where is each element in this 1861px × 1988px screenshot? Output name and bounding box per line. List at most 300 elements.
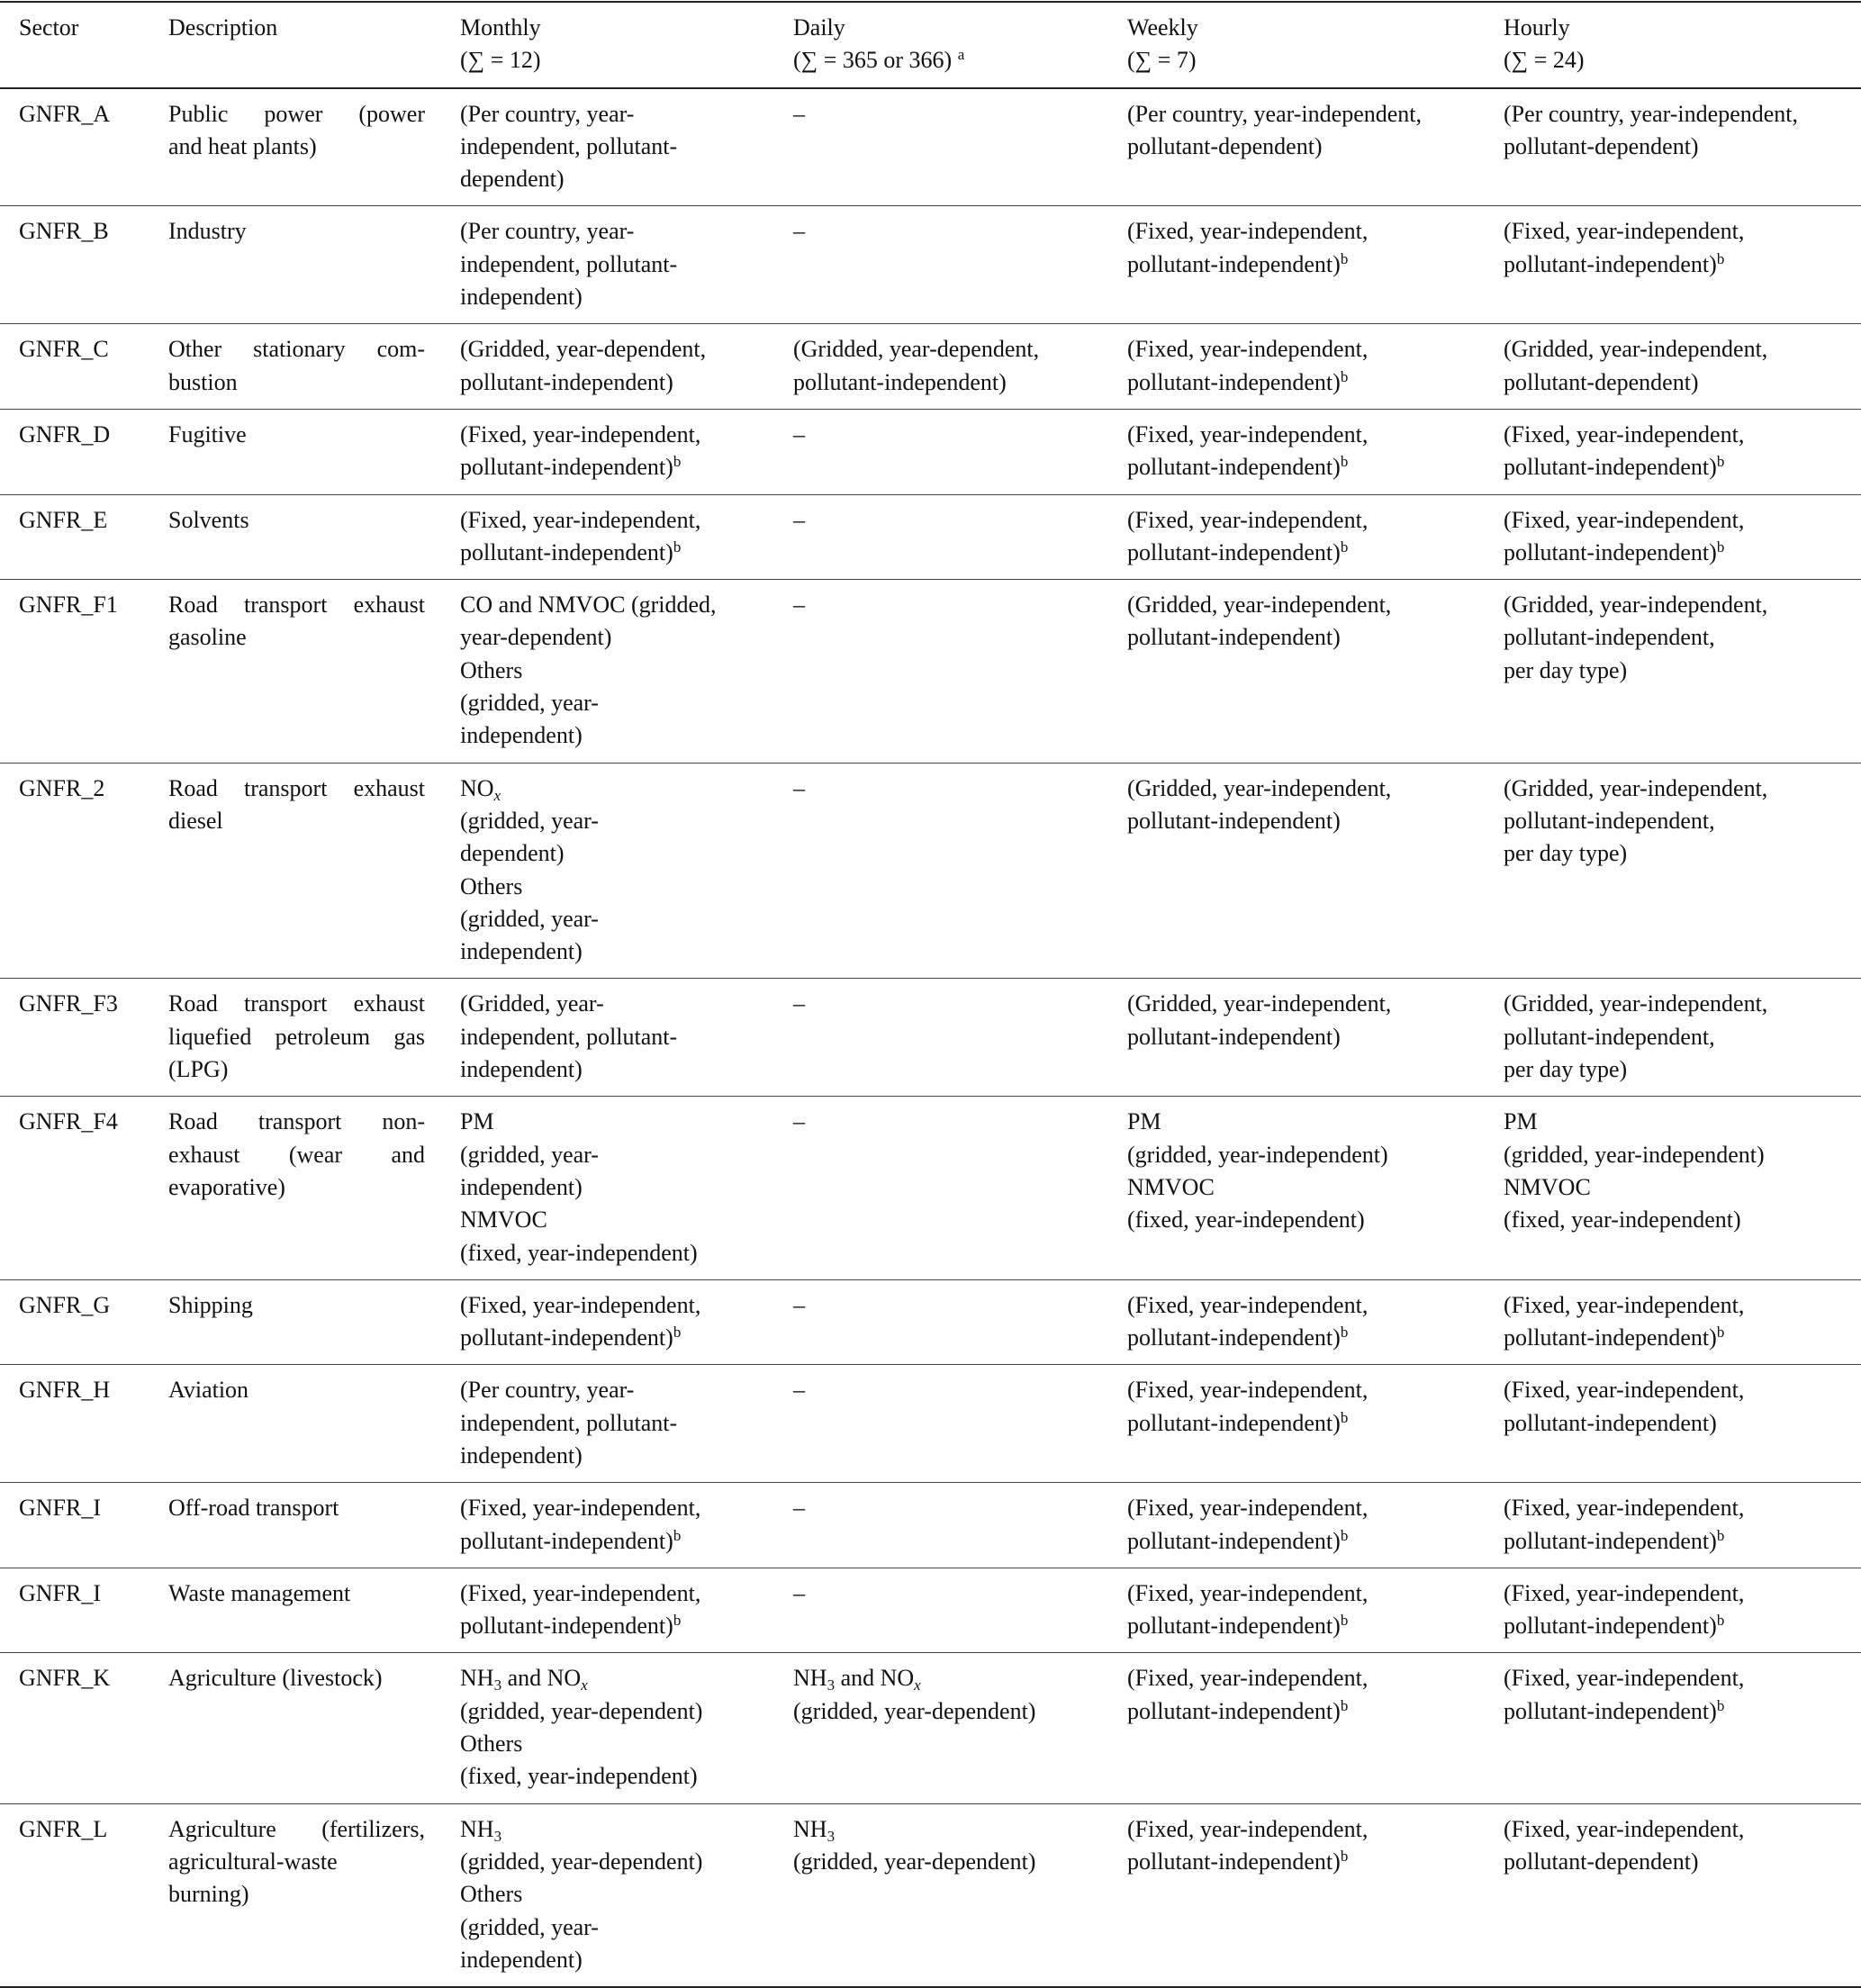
cell-monthly <box>460 206 793 324</box>
cell-line: Aviation <box>168 1377 249 1404</box>
cell-line <box>460 1610 793 1642</box>
cell-hourly <box>1504 88 1861 206</box>
cell-daily <box>793 409 1127 494</box>
text-segment: pollutant-independent) <box>460 454 673 481</box>
cell-sector <box>0 88 168 206</box>
text-segment: NO <box>460 774 494 801</box>
cell-line: (Gridded, year-independent, <box>1504 774 1768 801</box>
cell-line: NMVOC <box>460 1206 547 1233</box>
cell-line: PM <box>460 1108 494 1135</box>
text-segment: pollutant-independent) <box>1504 1697 1717 1724</box>
cell-line <box>1127 1407 1504 1440</box>
cell-description <box>168 763 460 979</box>
cell-line <box>460 537 793 569</box>
subscript: 3 <box>827 1676 836 1694</box>
cell-line: (Fixed, year-independent, <box>1504 1665 1745 1692</box>
text-segment: pollutant-independent) <box>460 1527 673 1554</box>
cell-line: dependent) <box>460 166 565 193</box>
text-segment: pollutant-independent) <box>1127 250 1341 277</box>
header-daily <box>793 2 1127 88</box>
cell-line: (Fixed, year-independent, <box>1127 218 1369 245</box>
cell-line: pollutant-independent) <box>460 368 673 395</box>
cell-monthly <box>460 1279 793 1365</box>
cell-line: Shipping <box>168 1291 253 1318</box>
text-segment: pollutant-independent) <box>1504 1324 1717 1351</box>
cell-line: pollutant-independent) <box>1127 807 1341 834</box>
text-segment: pollutant-independent) <box>460 1613 673 1640</box>
cell-line <box>793 44 1127 77</box>
cell-line: (LPG) <box>168 1056 229 1083</box>
cell-sector <box>0 1097 168 1279</box>
cell-sector <box>0 1568 168 1653</box>
cell-line: (gridded, year-dependent) <box>460 1697 703 1724</box>
cell-monthly <box>460 1653 793 1803</box>
text-segment: pollutant-independent) <box>1127 1613 1341 1640</box>
cell-daily <box>793 1365 1127 1483</box>
table-row <box>0 1365 1861 1483</box>
cell-weekly <box>1127 1483 1504 1568</box>
cell-line: (fixed, year-independent) <box>1504 1206 1741 1233</box>
cell-daily <box>793 1803 1127 1987</box>
cell-weekly <box>1127 494 1504 580</box>
cell-line: (Gridded, year-independent, <box>1504 336 1768 363</box>
cell-line: Off-road transport <box>168 1495 339 1522</box>
footnote-marker: b <box>673 1324 682 1342</box>
cell-line: (Gridded, year-independent, <box>1127 592 1392 619</box>
table-row <box>0 1097 1861 1279</box>
cell-line <box>1127 1695 1504 1728</box>
cell-hourly <box>1504 763 1861 979</box>
footnote-marker: b <box>1716 249 1725 267</box>
cell-line <box>793 1813 1127 1846</box>
cell-line: burning) <box>168 1881 249 1908</box>
cell-line: NMVOC <box>1504 1173 1591 1200</box>
cell-line: (∑ = 12) <box>460 47 541 74</box>
cell-line: gasoline <box>168 624 247 651</box>
table-body <box>0 88 1861 1988</box>
cell-line: Others <box>460 1881 523 1908</box>
table-row <box>0 1279 1861 1365</box>
cell-daily <box>793 88 1127 206</box>
cell-line: (Fixed, year-independent, <box>1127 1291 1369 1318</box>
cell-line: (fixed, year-independent) <box>1127 1206 1365 1233</box>
cell-line: independent) <box>460 284 583 311</box>
footnote-marker: b <box>1716 453 1725 471</box>
footnote-marker: b <box>1340 1408 1349 1426</box>
footnote-marker: b <box>1340 367 1349 385</box>
table-row <box>0 494 1861 580</box>
cell-line: GNFR_C <box>19 336 109 363</box>
cell-line: (Fixed, year-independent, <box>1127 1665 1369 1692</box>
cell-line: Others <box>460 1730 523 1758</box>
cell-monthly <box>460 1803 793 1987</box>
cell-line: – <box>793 1579 805 1606</box>
cell-line: (Fixed, year-independent, <box>460 1495 701 1522</box>
cell-line <box>1504 451 1861 483</box>
cell-hourly <box>1504 1653 1861 1803</box>
cell-monthly <box>460 409 793 494</box>
cell-description <box>168 409 460 494</box>
cell-line: (gridded, year- <box>460 690 599 717</box>
cell-daily <box>793 1097 1127 1279</box>
cell-line: NMVOC <box>1127 1173 1215 1200</box>
cell-line: (Gridded, year- <box>460 990 604 1017</box>
cell-line: GNFR_2 <box>19 774 105 801</box>
cell-daily <box>793 324 1127 410</box>
cell-line: (Fixed, year-independent, <box>1504 506 1745 533</box>
table-row <box>0 409 1861 494</box>
text-segment: pollutant-independent) <box>1127 538 1341 565</box>
cell-line: (fixed, year-independent) <box>460 1239 698 1266</box>
cell-line: – <box>793 1108 805 1135</box>
cell-line: – <box>793 100 805 127</box>
cell-line: pollutant-independent, <box>1504 624 1715 651</box>
footnote-marker: b <box>1340 453 1349 471</box>
footnote-marker: b <box>1340 538 1349 556</box>
cell-line <box>1127 451 1504 483</box>
footnote-marker: b <box>1340 1696 1349 1714</box>
cell-sector <box>0 1483 168 1568</box>
cell-line: pollutant-dependent) <box>1504 368 1699 395</box>
cell-line <box>1127 248 1504 281</box>
cell-line: (Fixed, year-independent, <box>1504 1579 1745 1606</box>
cell-line: pollutant-independent) <box>793 368 1007 395</box>
cell-daily <box>793 1653 1127 1803</box>
cell-line <box>1127 537 1504 569</box>
cell-line: (Fixed, year-independent, <box>460 1291 701 1318</box>
cell-sector <box>0 580 168 763</box>
cell-description <box>168 1568 460 1653</box>
cell-line: Public power (power <box>168 100 425 127</box>
cell-description <box>168 206 460 324</box>
cell-description <box>168 1365 460 1483</box>
cell-line: (gridded, year-independent) <box>1504 1141 1765 1168</box>
cell-weekly <box>1127 409 1504 494</box>
text-segment: pollutant-independent) <box>1127 1848 1341 1875</box>
cell-line: independent, pollutant- <box>460 250 678 277</box>
text-segment: pollutant-independent) <box>1504 538 1717 565</box>
cell-line <box>1504 1610 1861 1642</box>
cell-description <box>168 1279 460 1365</box>
cell-daily <box>793 1279 1127 1365</box>
table-header-row <box>0 2 1861 88</box>
cell-line: evaporative) <box>168 1173 285 1200</box>
cell-hourly <box>1504 580 1861 763</box>
cell-line: PM <box>1504 1108 1538 1135</box>
cell-monthly <box>460 979 793 1097</box>
cell-weekly <box>1127 88 1504 206</box>
cell-line: (Per country, year- <box>460 1377 635 1404</box>
cell-line: independent, pollutant- <box>460 1023 678 1050</box>
cell-line <box>460 1662 793 1694</box>
cell-line: (Per country, year-independent, <box>1504 100 1798 127</box>
cell-line: per day type) <box>1504 840 1628 867</box>
table-row <box>0 979 1861 1097</box>
cell-line: GNFR_F1 <box>19 592 118 619</box>
cell-description <box>168 88 460 206</box>
cell-line: Sector <box>19 14 79 41</box>
table-row <box>0 88 1861 206</box>
cell-line: Hourly <box>1504 14 1570 41</box>
cell-line: independent, pollutant- <box>460 1409 678 1436</box>
cell-line <box>460 1525 793 1558</box>
text-segment: pollutant-independent) <box>1504 1527 1717 1554</box>
cell-monthly <box>460 1097 793 1279</box>
cell-sector <box>0 494 168 580</box>
cell-line: (Fixed, year-independent, <box>1504 1495 1745 1522</box>
cell-line: – <box>793 1377 805 1404</box>
cell-line: pollutant-independent) <box>1127 624 1341 651</box>
cell-line: pollutant-independent, <box>1504 807 1715 834</box>
cell-monthly <box>460 324 793 410</box>
cell-line: Weekly <box>1127 14 1198 41</box>
cell-line: Others <box>460 872 523 899</box>
footnote-marker: b <box>673 453 682 471</box>
cell-line: independent, pollutant- <box>460 132 678 159</box>
cell-monthly <box>460 88 793 206</box>
cell-hourly <box>1504 1803 1861 1987</box>
footnote-marker: b <box>1716 538 1725 556</box>
cell-daily <box>793 580 1127 763</box>
cell-weekly <box>1127 1097 1504 1279</box>
text-segment: (∑ = 365 or 366) <box>793 47 958 74</box>
cell-line: (Fixed, year-independent, <box>1127 1815 1369 1842</box>
footnote-marker: b <box>1716 1526 1725 1544</box>
text-segment: pollutant-independent) <box>1127 368 1341 395</box>
header-hourly <box>1504 2 1861 88</box>
cell-line: per day type) <box>1504 1056 1628 1083</box>
cell-daily <box>793 1483 1127 1568</box>
cell-line: (Per country, year- <box>460 100 635 127</box>
cell-line: pollutant-dependent) <box>1127 132 1323 159</box>
cell-line: – <box>793 218 805 245</box>
cell-line: GNFR_L <box>19 1815 108 1842</box>
cell-line: (gridded, year- <box>460 905 599 932</box>
cell-line: (Fixed, year-independent, <box>1504 1291 1745 1318</box>
cell-description <box>168 1097 460 1279</box>
cell-hourly <box>1504 979 1861 1097</box>
footnote-marker: b <box>1716 1324 1725 1342</box>
cell-line: (gridded, year- <box>460 1141 599 1168</box>
cell-sector <box>0 1653 168 1803</box>
table-row <box>0 1483 1861 1568</box>
text-segment: pollutant-independent) <box>1127 1324 1341 1351</box>
cell-description <box>168 1483 460 1568</box>
cell-sector <box>0 1279 168 1365</box>
text-segment: NH <box>793 1815 827 1842</box>
cell-line: Road transport non- <box>168 1108 425 1135</box>
cell-line: GNFR_K <box>19 1665 111 1692</box>
cell-hourly <box>1504 324 1861 410</box>
cell-line <box>1504 1322 1861 1354</box>
cell-line: Waste management <box>168 1579 351 1606</box>
footnote-marker: b <box>1340 1526 1349 1544</box>
cell-line: (Gridded, year-independent, <box>1127 774 1392 801</box>
cell-line: (∑ = 24) <box>1504 47 1585 74</box>
cell-line: agricultural-waste <box>168 1848 338 1875</box>
cell-hourly <box>1504 1097 1861 1279</box>
cell-line: GNFR_G <box>19 1291 111 1318</box>
sector-temporal-profiles-table <box>0 1 1861 1988</box>
cell-daily <box>793 206 1127 324</box>
cell-line: independent) <box>460 1173 583 1200</box>
cell-hourly <box>1504 494 1861 580</box>
cell-line: (Fixed, year-independent, <box>460 420 701 447</box>
cell-line: (gridded, year-dependent) <box>793 1697 1036 1724</box>
cell-line: – <box>793 506 805 533</box>
cell-line: (Fixed, year-independent, <box>1504 420 1745 447</box>
cell-line: – <box>793 990 805 1017</box>
text-segment: pollutant-independent) <box>460 1324 673 1351</box>
cell-line: (Fixed, year-independent, <box>1127 1579 1369 1606</box>
cell-description <box>168 1653 460 1803</box>
cell-line: – <box>793 1495 805 1522</box>
cell-hourly <box>1504 1483 1861 1568</box>
cell-weekly <box>1127 580 1504 763</box>
cell-line <box>1504 537 1861 569</box>
cell-weekly <box>1127 979 1504 1097</box>
subscript: 3 <box>493 1676 502 1694</box>
cell-line: Daily <box>793 14 845 41</box>
cell-weekly <box>1127 1568 1504 1653</box>
header-weekly <box>1127 2 1504 88</box>
subscript: 3 <box>493 1827 502 1845</box>
cell-line: (Fixed, year-independent, <box>1504 1377 1745 1404</box>
cell-line <box>1504 1695 1861 1728</box>
cell-line: (∑ = 7) <box>1127 47 1197 74</box>
cell-line: pollutant-dependent) <box>1504 132 1699 159</box>
cell-line: GNFR_E <box>19 506 108 533</box>
table-row <box>0 763 1861 979</box>
cell-hourly <box>1504 1568 1861 1653</box>
text-segment: pollutant-independent) <box>1504 250 1717 277</box>
cell-line: – <box>793 1291 805 1318</box>
header-sector <box>0 2 168 88</box>
cell-line: – <box>793 592 805 619</box>
cell-line <box>460 1322 793 1354</box>
table-row <box>0 206 1861 324</box>
cell-line: (Gridded, year-dependent, <box>793 336 1040 363</box>
footnote-marker: b <box>673 1612 682 1630</box>
cell-daily <box>793 494 1127 580</box>
cell-line <box>793 1662 1127 1694</box>
cell-line: Agriculture (fertilizers, <box>168 1815 425 1842</box>
cell-line: independent) <box>460 938 583 965</box>
subscript: x <box>914 1676 921 1694</box>
cell-monthly <box>460 763 793 979</box>
cell-line: Monthly <box>460 14 541 41</box>
cell-line: (Gridded, year-independent, <box>1127 990 1392 1017</box>
cell-line: bustion <box>168 368 238 395</box>
cell-line: GNFR_F4 <box>19 1108 118 1135</box>
cell-description <box>168 580 460 763</box>
cell-line: Road transport exhaust <box>168 592 425 619</box>
cell-line: Solvents <box>168 506 249 533</box>
cell-monthly <box>460 1365 793 1483</box>
text-segment: NH <box>460 1815 494 1842</box>
cell-line <box>460 773 793 805</box>
text-segment: and NO <box>501 1665 582 1692</box>
cell-line: diesel <box>168 807 223 834</box>
subscript: x <box>581 1676 588 1694</box>
cell-line: Fugitive <box>168 420 247 447</box>
text-segment: pollutant-independent) <box>1504 1613 1717 1640</box>
cell-line <box>1504 248 1861 281</box>
cell-line: per day type) <box>1504 656 1628 683</box>
cell-line: (gridded, year- <box>460 1913 599 1940</box>
text-segment: pollutant-independent) <box>1127 1527 1341 1554</box>
cell-description <box>168 324 460 410</box>
subscript: x <box>493 786 501 804</box>
cell-line: GNFR_F3 <box>19 990 118 1017</box>
header-monthly <box>460 2 793 88</box>
cell-line <box>1504 1525 1861 1558</box>
cell-description <box>168 494 460 580</box>
cell-sector <box>0 1803 168 1987</box>
cell-line: (Fixed, year-independent, <box>1127 1495 1369 1522</box>
subscript: 3 <box>827 1827 836 1845</box>
cell-line: (Fixed, year-independent, <box>1127 1377 1369 1404</box>
cell-line: (Gridded, year-dependent, <box>460 336 707 363</box>
text-segment: pollutant-independent) <box>1504 454 1717 481</box>
cell-monthly <box>460 1483 793 1568</box>
text-segment: pollutant-independent) <box>1127 454 1341 481</box>
footnote-marker: b <box>673 538 682 556</box>
cell-line: independent) <box>460 1946 583 1973</box>
cell-line <box>460 1813 793 1846</box>
cell-line: (Fixed, year-independent, <box>460 506 701 533</box>
cell-line: independent) <box>460 1056 583 1083</box>
cell-line: GNFR_D <box>19 420 111 447</box>
cell-line: (gridded, year-independent) <box>1127 1141 1388 1168</box>
cell-line: GNFR_A <box>19 100 111 127</box>
cell-line: Industry <box>168 218 247 245</box>
text-segment: pollutant-independent) <box>1127 1409 1341 1436</box>
cell-weekly <box>1127 1803 1504 1987</box>
cell-sector <box>0 979 168 1097</box>
text-segment: and NO <box>835 1665 915 1692</box>
cell-line: GNFR_I <box>19 1579 102 1606</box>
cell-weekly <box>1127 1653 1504 1803</box>
table-row <box>0 324 1861 410</box>
cell-line: – <box>793 420 805 447</box>
cell-line: GNFR_H <box>19 1377 111 1404</box>
cell-line: (gridded, year- <box>460 807 599 834</box>
cell-line: independent) <box>460 722 583 749</box>
cell-line: pollutant-independent) <box>1504 1409 1717 1436</box>
cell-monthly <box>460 1568 793 1653</box>
text-segment: pollutant-independent) <box>460 538 673 565</box>
cell-line: (gridded, year-dependent) <box>793 1848 1036 1875</box>
table-row <box>0 1568 1861 1653</box>
cell-line <box>1127 1525 1504 1558</box>
cell-line: (Fixed, year-independent, <box>1504 218 1745 245</box>
cell-line: (Fixed, year-independent, <box>1127 506 1369 533</box>
cell-line: – <box>793 774 805 801</box>
cell-line: (Per country, year-independent, <box>1127 100 1422 127</box>
cell-monthly <box>460 580 793 763</box>
cell-line: (gridded, year-dependent) <box>460 1848 703 1875</box>
cell-line: (fixed, year-independent) <box>460 1763 698 1790</box>
cell-sector <box>0 206 168 324</box>
cell-line: PM <box>1127 1108 1161 1135</box>
cell-line: (Fixed, year-independent, <box>1504 1815 1745 1842</box>
cell-line: and heat plants) <box>168 132 317 159</box>
cell-sector <box>0 409 168 494</box>
cell-hourly <box>1504 1365 1861 1483</box>
cell-weekly <box>1127 206 1504 324</box>
footnote-marker: b <box>1716 1612 1725 1630</box>
